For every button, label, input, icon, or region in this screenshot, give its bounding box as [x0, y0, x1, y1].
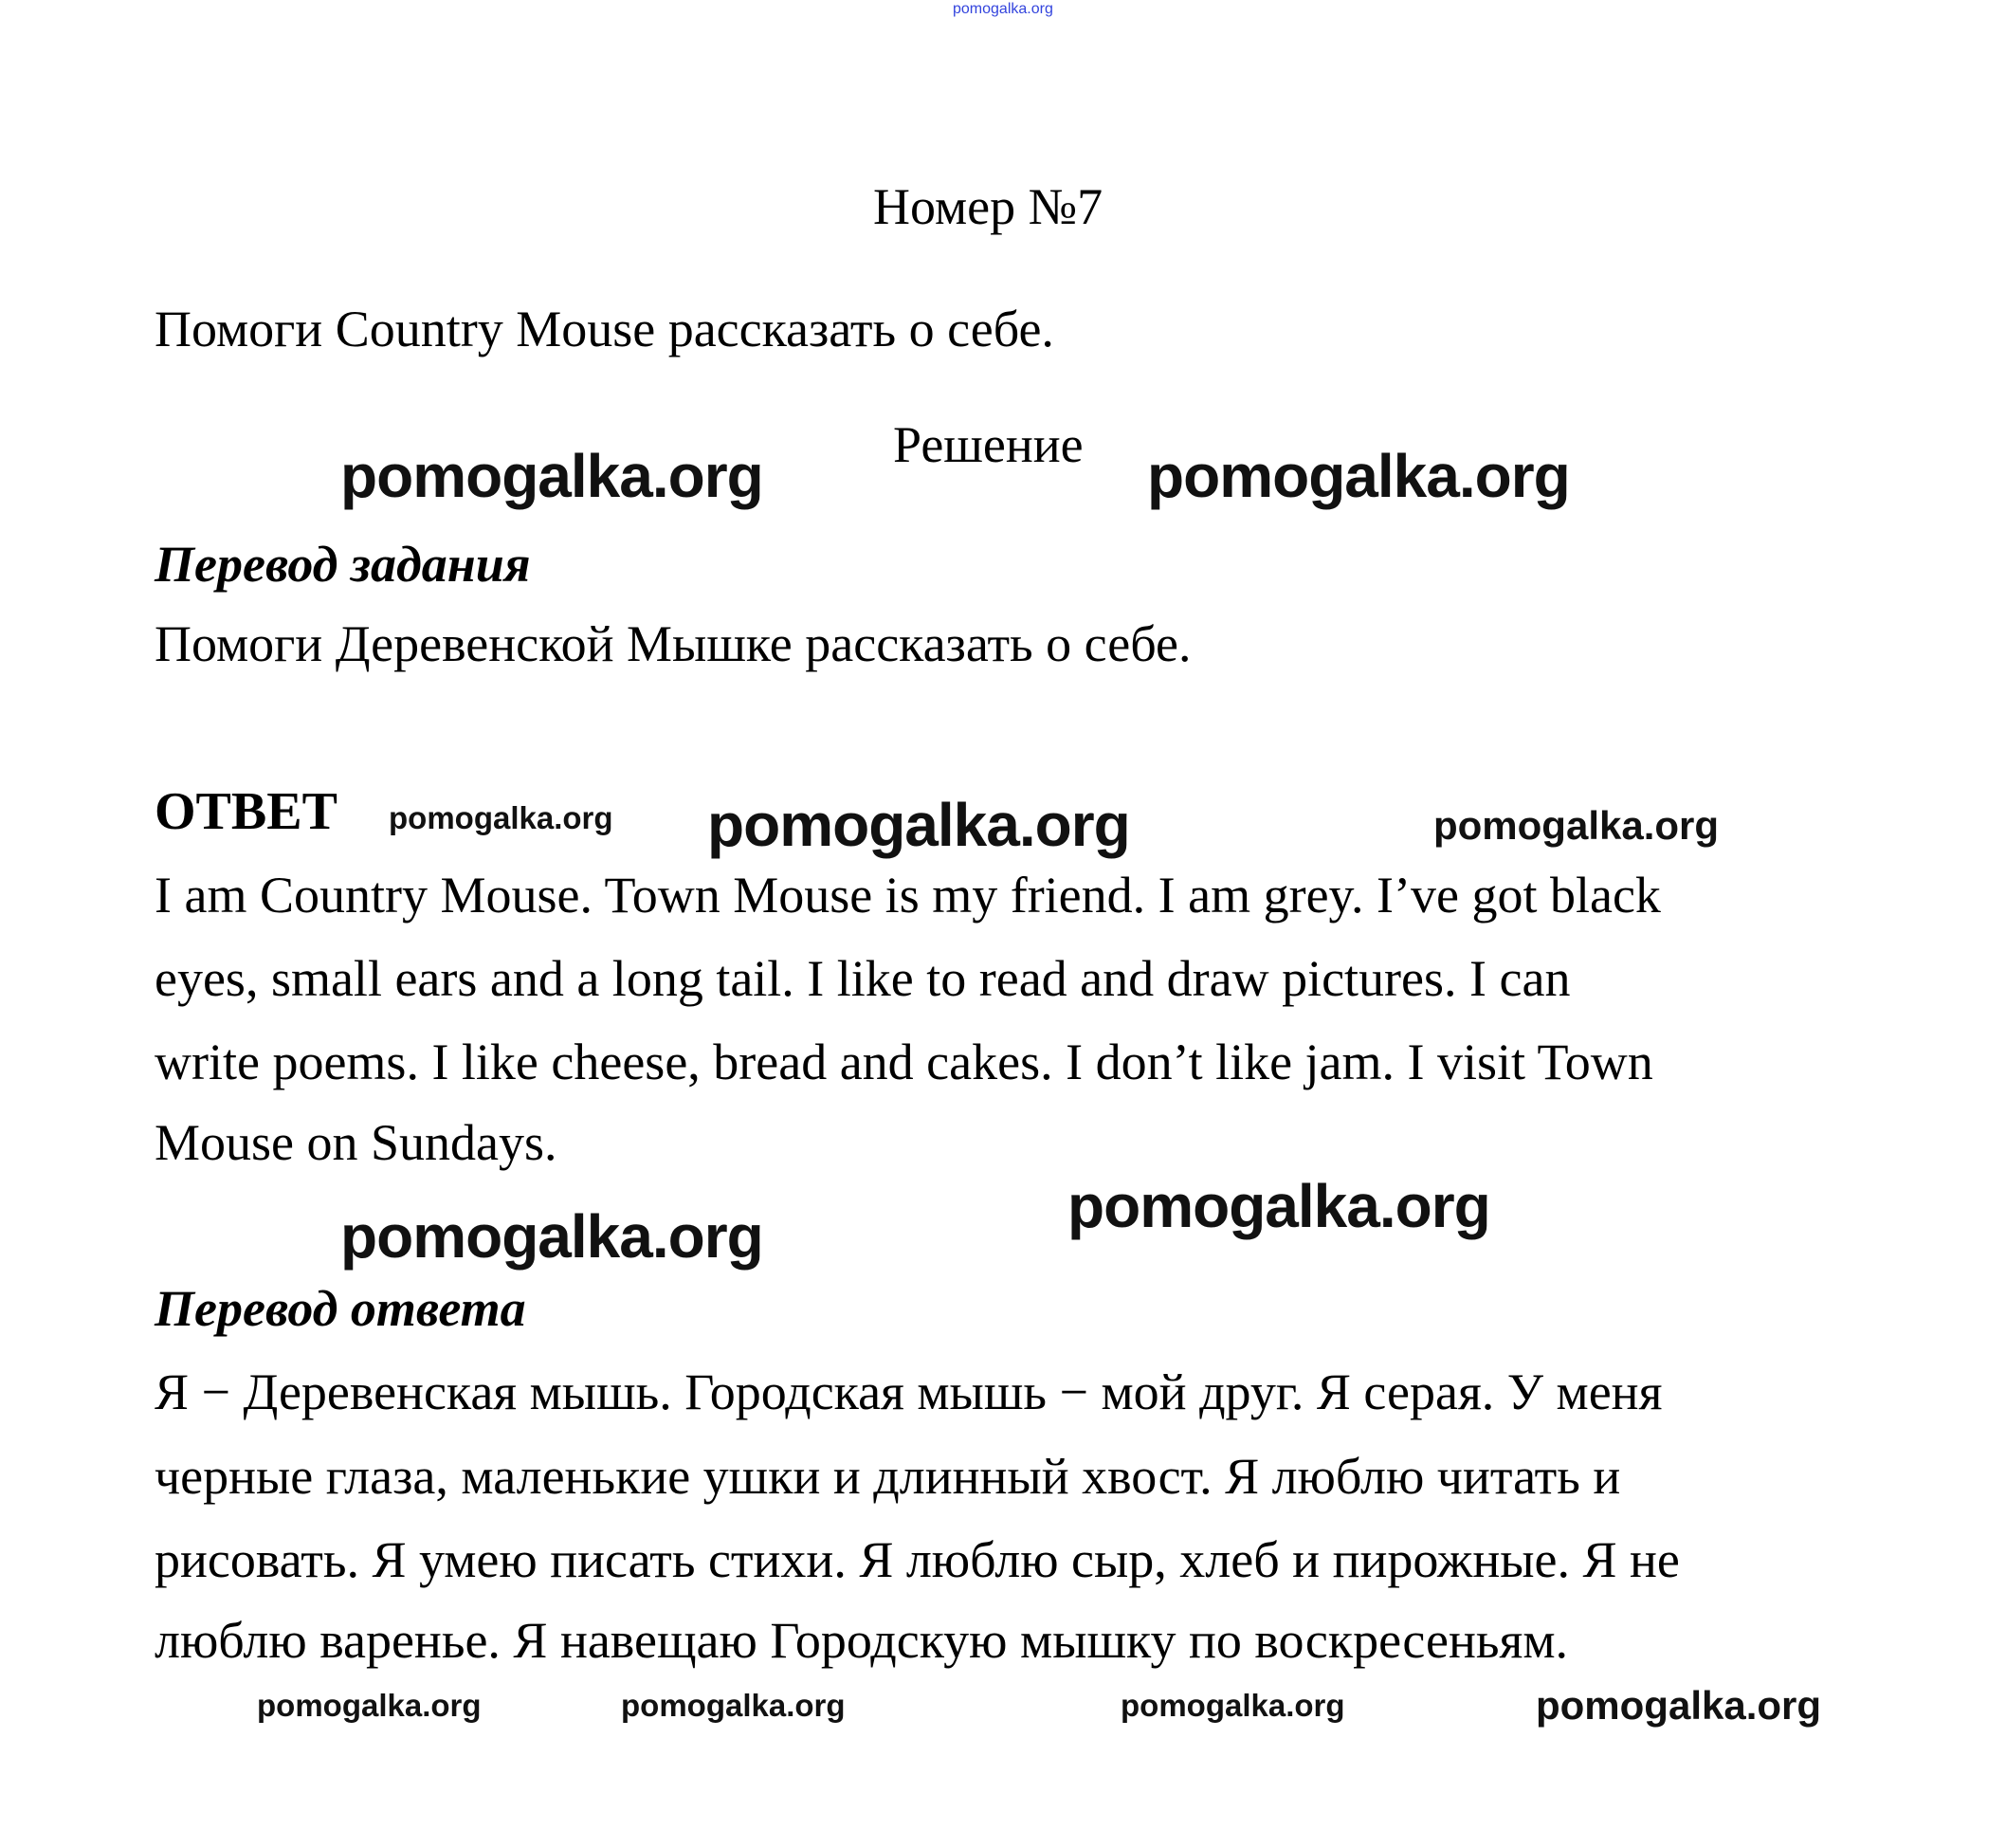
watermark: pomogalka.org [1067, 1172, 1490, 1240]
answer-translation-line: черные глаза, маленькие ушки и длинный хвост. Я люблю читать и [155, 1448, 1621, 1505]
answer-line: write poems. I like cheese, bread and cakes. I don’t like jam. I visit Town [155, 1034, 1653, 1090]
answer-translation-line: Я − Деревенская мышь. Городская мышь − мой друг. Я серая. У меня [155, 1363, 1663, 1420]
watermark: pomogalka.org [621, 1688, 846, 1723]
watermark: pomogalka.org [1433, 803, 1720, 848]
watermark: pomogalka.org [389, 800, 613, 835]
top-watermark-link[interactable]: pomogalka.org [953, 1, 1053, 17]
watermark: pomogalka.org [1121, 1688, 1345, 1723]
watermark: pomogalka.org [340, 1202, 763, 1271]
task-translation-heading: Перевод задания [155, 536, 531, 593]
answer-line: Mouse on Sundays. [155, 1114, 557, 1171]
answer-line: I am Country Mouse. Town Mouse is my friend. I am grey. I’ve got black [155, 867, 1661, 924]
watermark: pomogalka.org [340, 442, 763, 510]
answer-translation-heading: Перевод ответа [155, 1280, 526, 1337]
answer-line: eyes, small ears and a long tail. I like to read and draw pictures. I can [155, 950, 1571, 1007]
answer-translation-line: рисовать. Я умею писать стихи. Я люблю сыр, хлеб и пирожные. Я не [155, 1531, 1680, 1588]
watermark: pomogalka.org [707, 791, 1130, 859]
answer-translation-line: люблю варенье. Я навещаю Городскую мышку по воскресеньям. [155, 1612, 1569, 1669]
task-text: Помоги Country Mouse рассказать о себе. [155, 301, 1054, 357]
solution-label: Решение [893, 416, 1084, 473]
task-translation-text: Помоги Деревенской Мышке рассказать о себе. [155, 615, 1192, 672]
watermark: pomogalka.org [257, 1688, 482, 1723]
watermark: pomogalka.org [1536, 1683, 1822, 1728]
answer-heading: ОТВЕТ [155, 782, 337, 841]
page-title: Номер №7 [873, 178, 1103, 235]
watermark: pomogalka.org [1147, 442, 1570, 510]
